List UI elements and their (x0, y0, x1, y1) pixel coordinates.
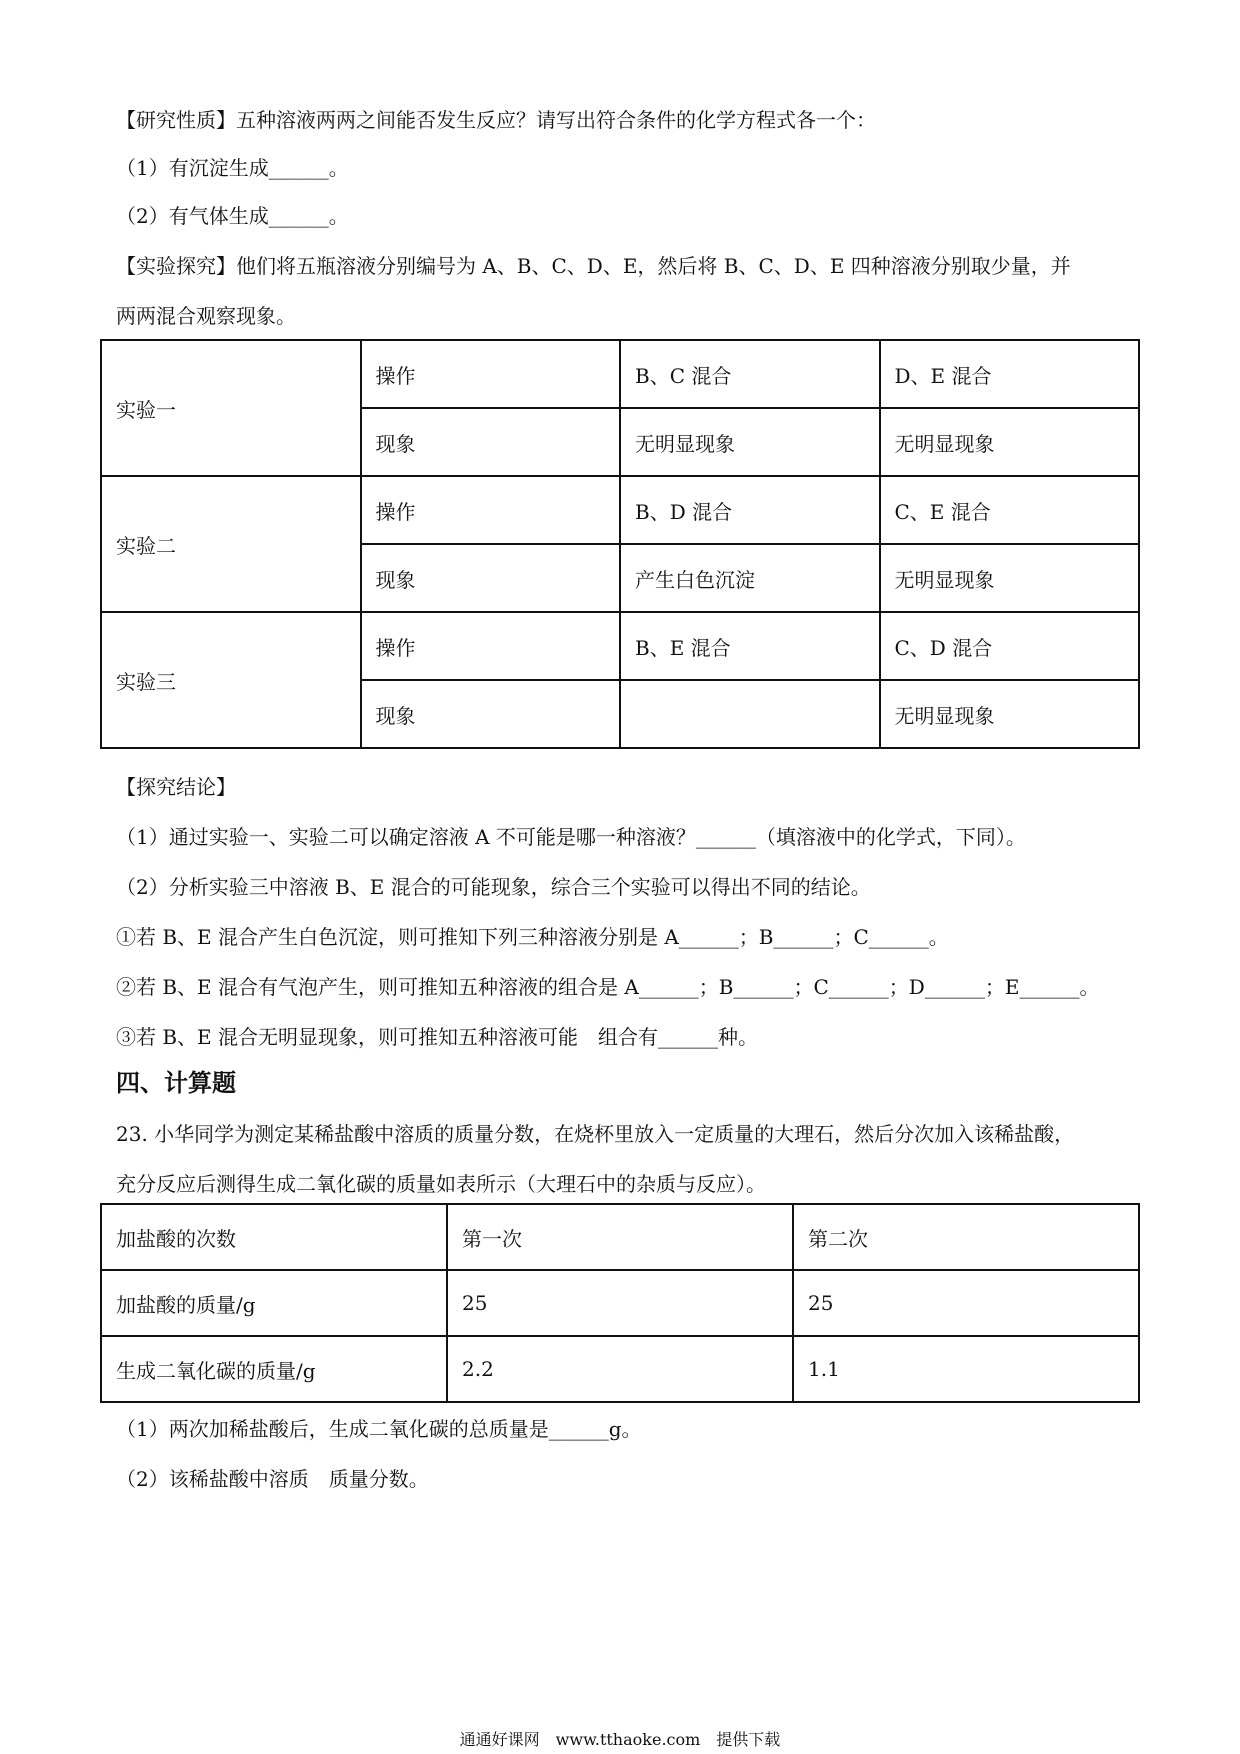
experiment-table (100, 339, 1140, 749)
conclusion-title: 【探究结论】 (116, 775, 236, 799)
header-cell: 第一次 (447, 1204, 793, 1270)
cell-label: 生成二氧化碳的质量/g (101, 1336, 447, 1402)
cell-label: 现象 (361, 544, 621, 612)
cell-label: 加盐酸的质量/g (101, 1270, 447, 1336)
section-title: 四、计算题 (116, 1068, 236, 1097)
conclusion-case-3: ③若 B、E 混合无明显现象，则可推知五种溶液可能 组合有______种。 (116, 1025, 759, 1049)
cell-value: 无明显现象 (880, 408, 1140, 476)
explore-intro-line-2: 两两混合观察现象。 (116, 304, 296, 328)
cell-value: 1.1 (793, 1336, 1139, 1402)
research-intro: 【研究性质】五种溶液两两之间能否发生反应？请写出符合条件的化学方程式各一个： (116, 108, 876, 132)
cell-value: C、E 混合 (880, 476, 1140, 544)
cell-label: 操作 (361, 476, 621, 544)
cell-label: 现象 (361, 680, 621, 748)
cell-label: 现象 (361, 408, 621, 476)
cell-value: 无明显现象 (880, 544, 1140, 612)
table-row (101, 476, 1139, 544)
question-23-line-2: 充分反应后测得生成二氧化碳的质量如表所示（大理石中的杂质与反应）。 (116, 1172, 766, 1196)
experiment-2-name: 实验二 (101, 476, 361, 612)
research-question-1: （1）有沉淀生成______。 (116, 156, 349, 180)
cell-value: 25 (447, 1270, 793, 1336)
explore-intro-line-1: 【实验探究】他们将五瓶溶液分别编号为 A、B、C、D、E，然后将 B、C、D、E 四种溶液分别取少量，并 (116, 254, 1071, 278)
table-row (101, 1270, 1139, 1336)
calculation-table (100, 1203, 1140, 1403)
cell-value: B、D 混合 (620, 476, 880, 544)
experiment-1-name: 实验一 (101, 340, 361, 476)
cell-label: 操作 (361, 612, 621, 680)
cell-value: 无明显现象 (880, 680, 1140, 748)
question-23-sub-1: （1）两次加稀盐酸后，生成二氧化碳的总质量是______g。 (116, 1417, 642, 1441)
table-header-row (101, 1204, 1139, 1270)
header-cell: 加盐酸的次数 (101, 1204, 447, 1270)
cell-value: B、C 混合 (620, 340, 880, 408)
cell-value: C、D 混合 (880, 612, 1140, 680)
cell-value: 产生白色沉淀 (620, 544, 880, 612)
conclusion-question-1: （1）通过实验一、实验二可以确定溶液 A 不可能是哪一种溶液？______（填溶液中的化学式，下同）。 (116, 825, 1026, 849)
cell-value-empty (620, 680, 880, 748)
conclusion-question-2: （2）分析实验三中溶液 B、E 混合的可能现象，综合三个实验可以得出不同的结论。 (116, 875, 871, 899)
cell-label: 操作 (361, 340, 621, 408)
cell-value: 2.2 (447, 1336, 793, 1402)
conclusion-case-2: ②若 B、E 混合有气泡产生，则可推知五种溶液的组合是 A______；B______；C______；D______；E______。 (116, 975, 1100, 999)
page-footer: 通通好课网 www.tthaoke.com 提供下载 (459, 1730, 781, 1749)
header-cell: 第二次 (793, 1204, 1139, 1270)
question-23-line-1: 23. 小华同学为测定某稀盐酸中溶质的质量分数，在烧杯里放入一定质量的大理石，然后分次加入该稀盐酸， (116, 1122, 1075, 1146)
research-question-2: （2）有气体生成______。 (116, 204, 349, 228)
cell-value: B、E 混合 (620, 612, 880, 680)
table-row (101, 1336, 1139, 1402)
table-row (101, 340, 1139, 408)
cell-value: 25 (793, 1270, 1139, 1336)
conclusion-case-1: ①若 B、E 混合产生白色沉淀，则可推知下列三种溶液分别是 A______；B______；C______。 (116, 925, 949, 949)
experiment-3-name: 实验三 (101, 612, 361, 748)
cell-value: 无明显现象 (620, 408, 880, 476)
table-row (101, 612, 1139, 680)
cell-value: D、E 混合 (880, 340, 1140, 408)
question-23-sub-2: （2）该稀盐酸中溶质 质量分数。 (116, 1467, 429, 1491)
